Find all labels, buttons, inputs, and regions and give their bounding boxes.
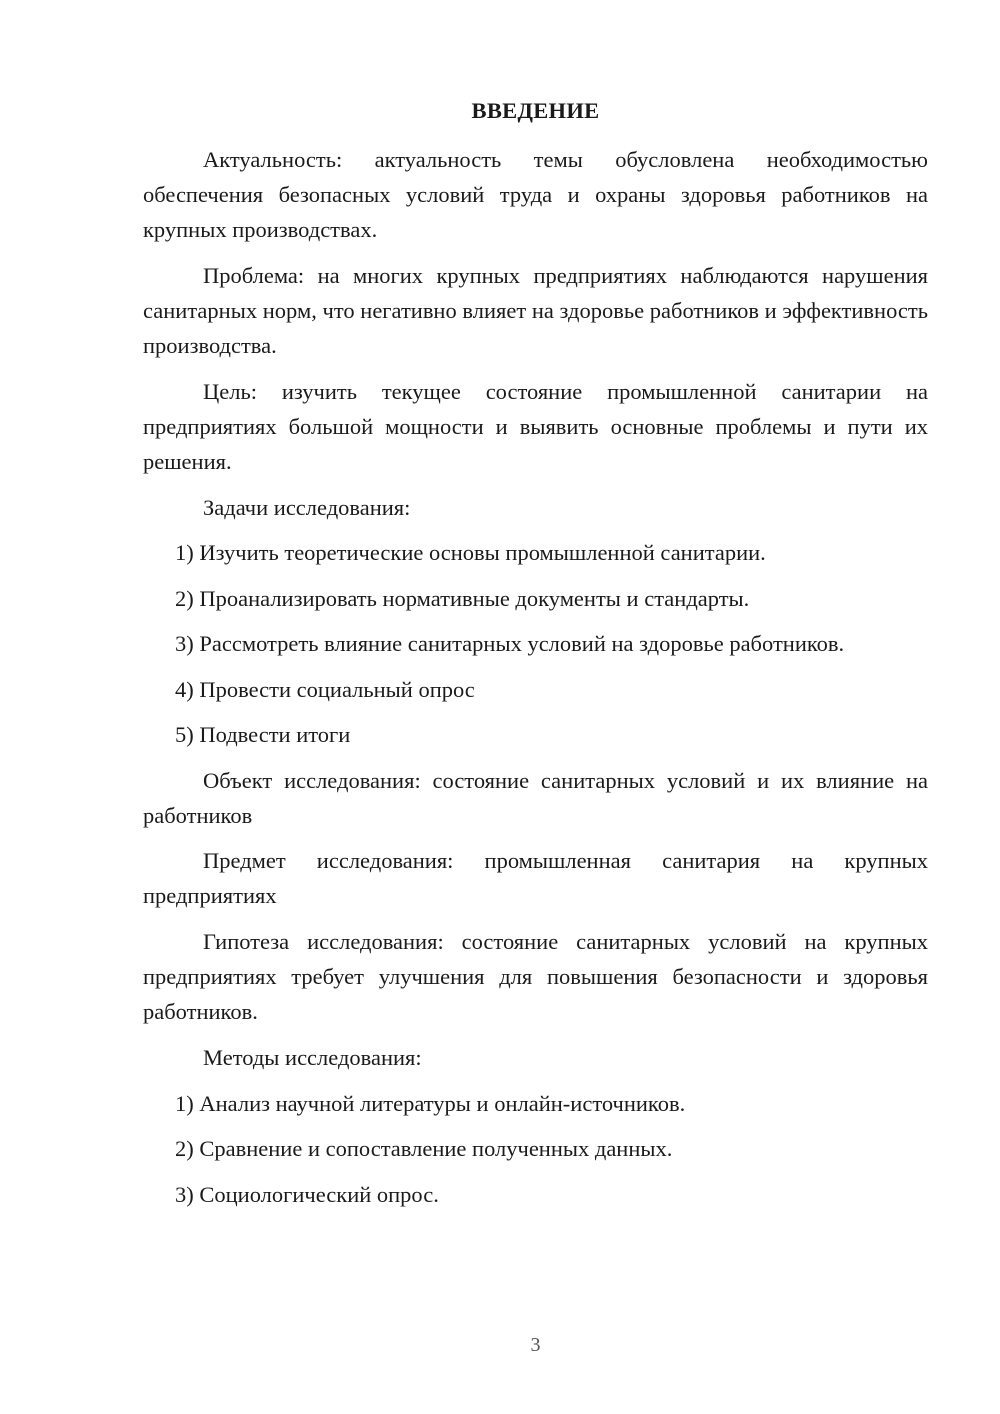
task-item: 4) Провести социальный опрос [175, 677, 475, 702]
relevance-paragraph: Актуальность: актуальность темы обусловлена необходимостью обеспечения безопасных условий труда и охраны здоровья работников на крупных производствах. [143, 147, 928, 242]
hypothesis-paragraph: Гипотеза исследования: состояние санитарных условий на крупных предприятиях требует улучшения для повышения безопасности и здоровья работников. [143, 929, 928, 1024]
page-title: ВВЕДЕНИЕ [471, 98, 600, 123]
task-item: 2) Проанализировать нормативные документы и стандарты. [175, 586, 750, 611]
task-item: 1) Изучить теоретические основы промышленной санитарии. [175, 540, 766, 565]
task-item: 3) Рассмотреть влияние санитарных условий на здоровье работников. [175, 631, 845, 656]
method-item: 1) Анализ научной литературы и онлайн-источников. [175, 1091, 686, 1116]
method-item: 3) Социологический опрос. [175, 1182, 439, 1207]
document-page [143, 0, 928, 1414]
goal-paragraph: Цель: изучить текущее состояние промышленной санитарии на предприятиях большой мощности и выявить основные проблемы и пути их решения. [143, 379, 928, 474]
tasks-heading: Задачи исследования: [203, 495, 411, 520]
task-item: 5) Подвести итоги [175, 722, 351, 747]
object-paragraph: Объект исследования: состояние санитарных условий и их влияние на работников [143, 768, 928, 828]
page-number: 3 [530, 1334, 541, 1356]
problem-paragraph: Проблема: на многих крупных предприятиях наблюдаются нарушения санитарных норм, что негативно влияет на здоровье работников и эффективность производства. [143, 263, 928, 358]
subject-paragraph: Предмет исследования: промышленная санитария на крупных предприятиях [143, 848, 928, 908]
methods-heading: Методы исследования: [203, 1045, 422, 1070]
method-item: 2) Сравнение и сопоставление полученных данных. [175, 1136, 673, 1161]
